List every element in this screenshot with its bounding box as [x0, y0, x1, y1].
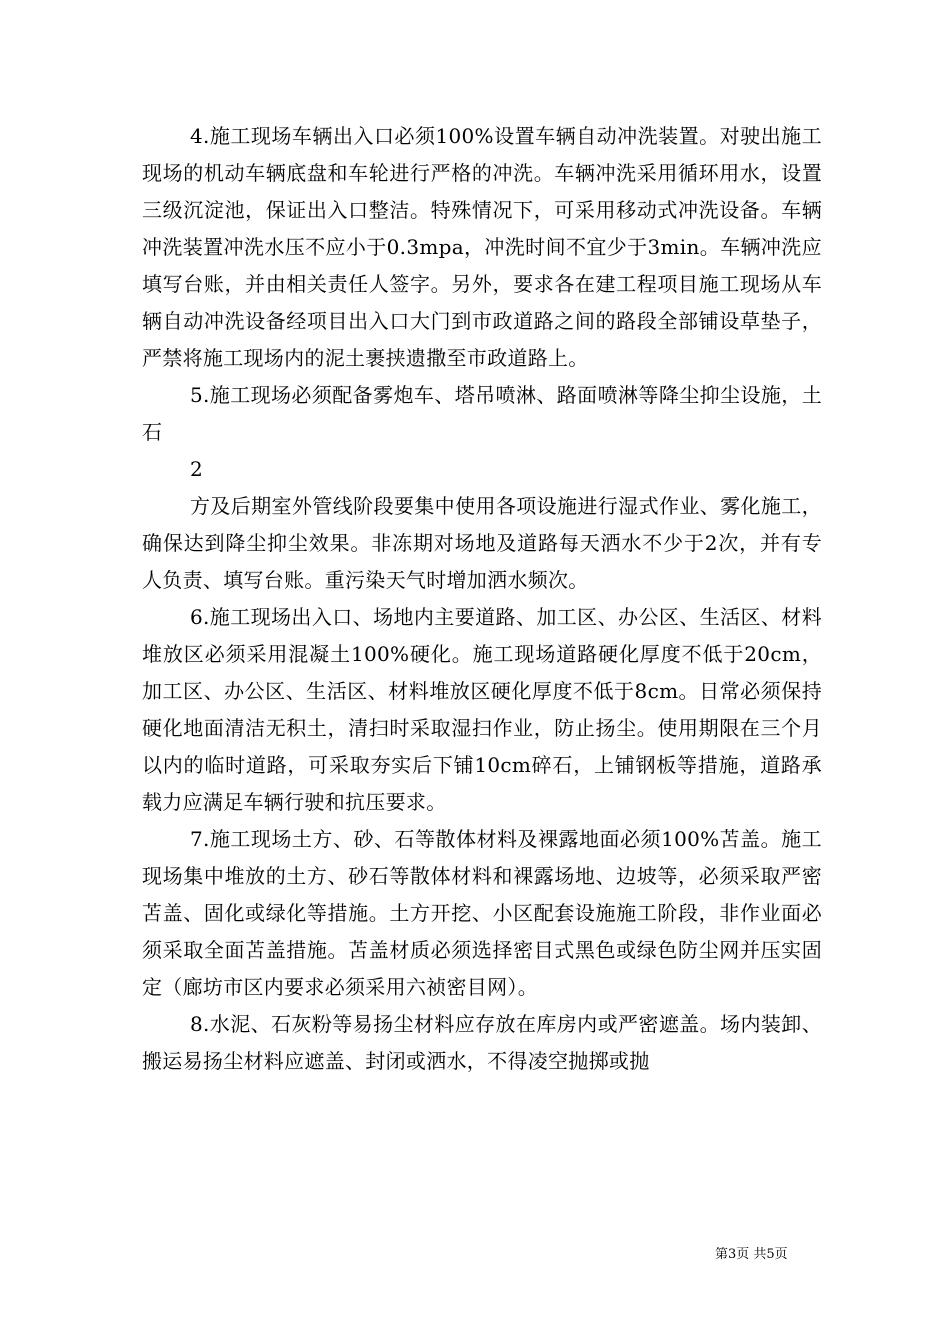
inline-page-number: 2	[190, 457, 203, 481]
paragraph-item-6: 6.施工现场出入口、场地内主要道路、加工区、办公区、生活区、材料堆放区必须采用混凝土100%硬化。施工现场道路硬化厚度不低于20cm，加工区、办公区、生活区、材料堆放区硬化厚度不低于8cm。日常必须保持硬化地面清洁无积土，清扫时采取湿扫作业，防止扬尘。使用期限在三个月以内的临时道路，可采取夯实后下铺10cm碎石，上铺钢板等措施，道路承载力应满足车辆行驶和抗压要求。	[142, 605, 822, 814]
paragraph-item-7: 7.施工现场土方、砂、石等散体材料及裸露地面必须100%苫盖。施工现场集中堆放的土方、砂石等散体材料和裸露场地、边坡等，必须采取严密苫盖、固化或绿化等措施。土方开挖、小区配套设施施工阶段，非作业面必须采取全面苫盖措施。苫盖材质必须选择密目式黑色或绿色防尘网并压实固定（廊坊市区内要求必须采用六祯密目网）。	[142, 827, 822, 999]
paragraph-item-4: 4.施工现场车辆出入口必须100%设置车辆自动冲洗装置。对驶出施工现场的机动车辆底盘和车轮进行严格的冲洗。车辆冲洗采用循环用水，设置三级沉淀池，保证出入口整洁。特殊情况下，可采用移动式冲洗设备。车辆冲洗装置冲洗水压不应小于0.3mpa，冲洗时间不宜少于3min。车辆冲洗应填写台账，并由相关责任人签字。另外，要求各在建工程项目施工现场从车辆自动冲洗设备经项目出入口大门到市政道路之间的路段全部铺设草垫子，严禁将施工现场内的泥土裹挟遗撒至市政道路上。	[142, 124, 822, 370]
document-body	[142, 118, 822, 1080]
paragraph-item-5-continued: 方及后期室外管线阶段要集中使用各项设施进行湿式作业、雾化施工，确保达到降尘抑尘效果。非冻期对场地及道路每天洒水不少于2次，并有专人负责、填写台账。重污染天气时增加洒水频次。	[142, 494, 822, 592]
page-footer: 第3页 共5页	[715, 1247, 788, 1262]
paragraph-item-8: 8.水泥、石灰粉等易扬尘材料应存放在库房内或严密遮盖。场内装卸、搬运易扬尘材料应遮盖、封闭或洒水，不得凌空抛掷或抛	[142, 1012, 822, 1073]
paragraph-item-5: 5.施工现场必须配备雾炮车、塔吊喷淋、路面喷淋等降尘抑尘设施，土石	[142, 383, 822, 444]
